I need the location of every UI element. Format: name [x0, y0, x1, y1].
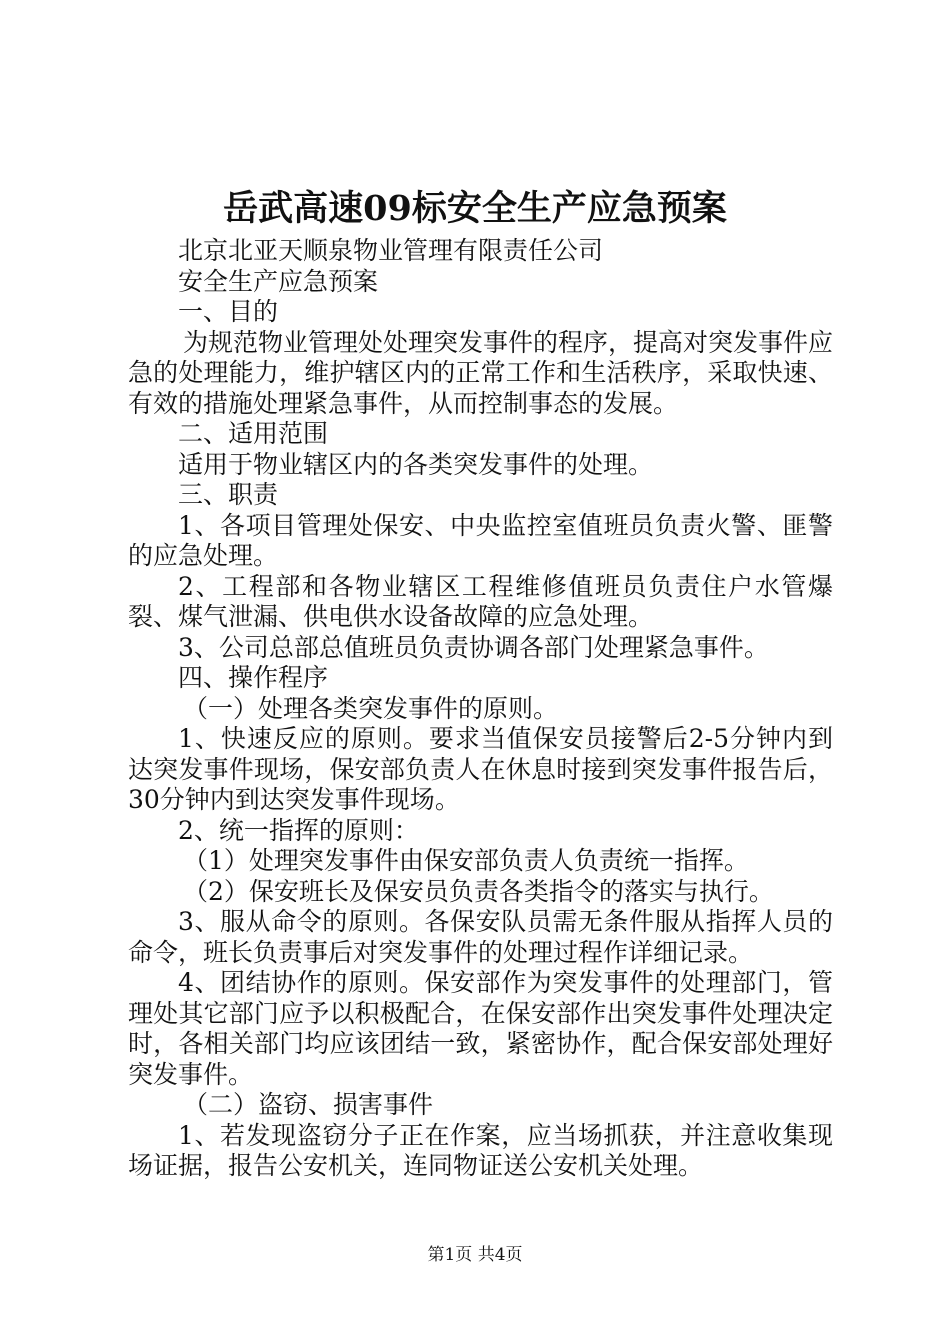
- paragraph-company: 北京北亚天顺泉物业管理有限责任公司: [178, 236, 604, 265]
- paragraph-principle-3: 3、服从命令的原则。各保安队员需无条件服从指挥人员的命令，班长负责事后对突发事件的处理过程作详细记录。: [128, 907, 833, 967]
- paragraph-principle-2-item-2: （2）保安班长及保安员负责各类指令的落实与执行。: [183, 876, 774, 906]
- section-heading-purpose: 一、目的: [178, 297, 279, 326]
- section-heading-scope: 二、适用范围: [178, 419, 329, 448]
- section-heading-duties: 三、职责: [178, 480, 279, 509]
- paragraph-duty-2: 2、工程部和各物业辖区工程维修值班员负责住户水管爆裂、煤气泄漏、供电供水设备故障的应急处理。: [128, 571, 833, 631]
- paragraph-principle-1: 1、快速反应的原则。要求当值保安员接警后2-5分钟内到达突发事件现场，保安部负责人在休息时接到突发事件报告后，30分钟内到达突发事件现场。: [128, 724, 833, 814]
- paragraph-theft-1: 1、若发现盗窃分子正在作案，应当场抓获，并注意收集现场证据，报告公安机关，连同物证送公安机关处理。: [128, 1120, 833, 1180]
- subheading-theft: （二）盗窃、损害事件: [183, 1090, 434, 1119]
- paragraph-principle-4: 4、团结协作的原则。保安部作为突发事件的处理部门，管理处其它部门应予以积极配合，在保安部作出突发事件处理决定时，各相关部门均应该团结一致，紧密协作，配合保安部处理好突发事件。: [128, 968, 833, 1089]
- paragraph-duty-3: 3、公司总部总值班员负责协调各部门处理紧急事件。: [178, 632, 769, 662]
- paragraph-principle-2-item-1: （1）处理突发事件由保安部负责人负责统一指挥。: [183, 846, 749, 875]
- paragraph-scope: 适用于物业辖区内的各类突发事件的处理。: [178, 449, 654, 479]
- subheading-principles: （一）处理各类突发事件的原则。: [183, 693, 559, 723]
- paragraph-principle-2: 2、统一指挥的原则：: [178, 815, 419, 845]
- section-heading-procedure: 四、操作程序: [178, 663, 329, 692]
- paragraph-plan-name: 安全生产应急预案: [178, 266, 379, 296]
- paragraph-purpose: 为规范物业管理处处理突发事件的程序，提高对突发事件应急的处理能力，维护辖区内的正常工作和生活秩序，采取快速、有效的措施处理紧急事件，从而控制事态的发展。: [128, 327, 834, 418]
- document-body: [128, 236, 833, 1182]
- page-number: 第1页 共4页: [427, 1245, 523, 1265]
- paragraph-duty-1: 1、各项目管理处保安、中央监控室值班员负责火警、匪警的应急处理。: [128, 510, 833, 570]
- document-title: 岳武高速09标安全生产应急预案: [223, 188, 727, 229]
